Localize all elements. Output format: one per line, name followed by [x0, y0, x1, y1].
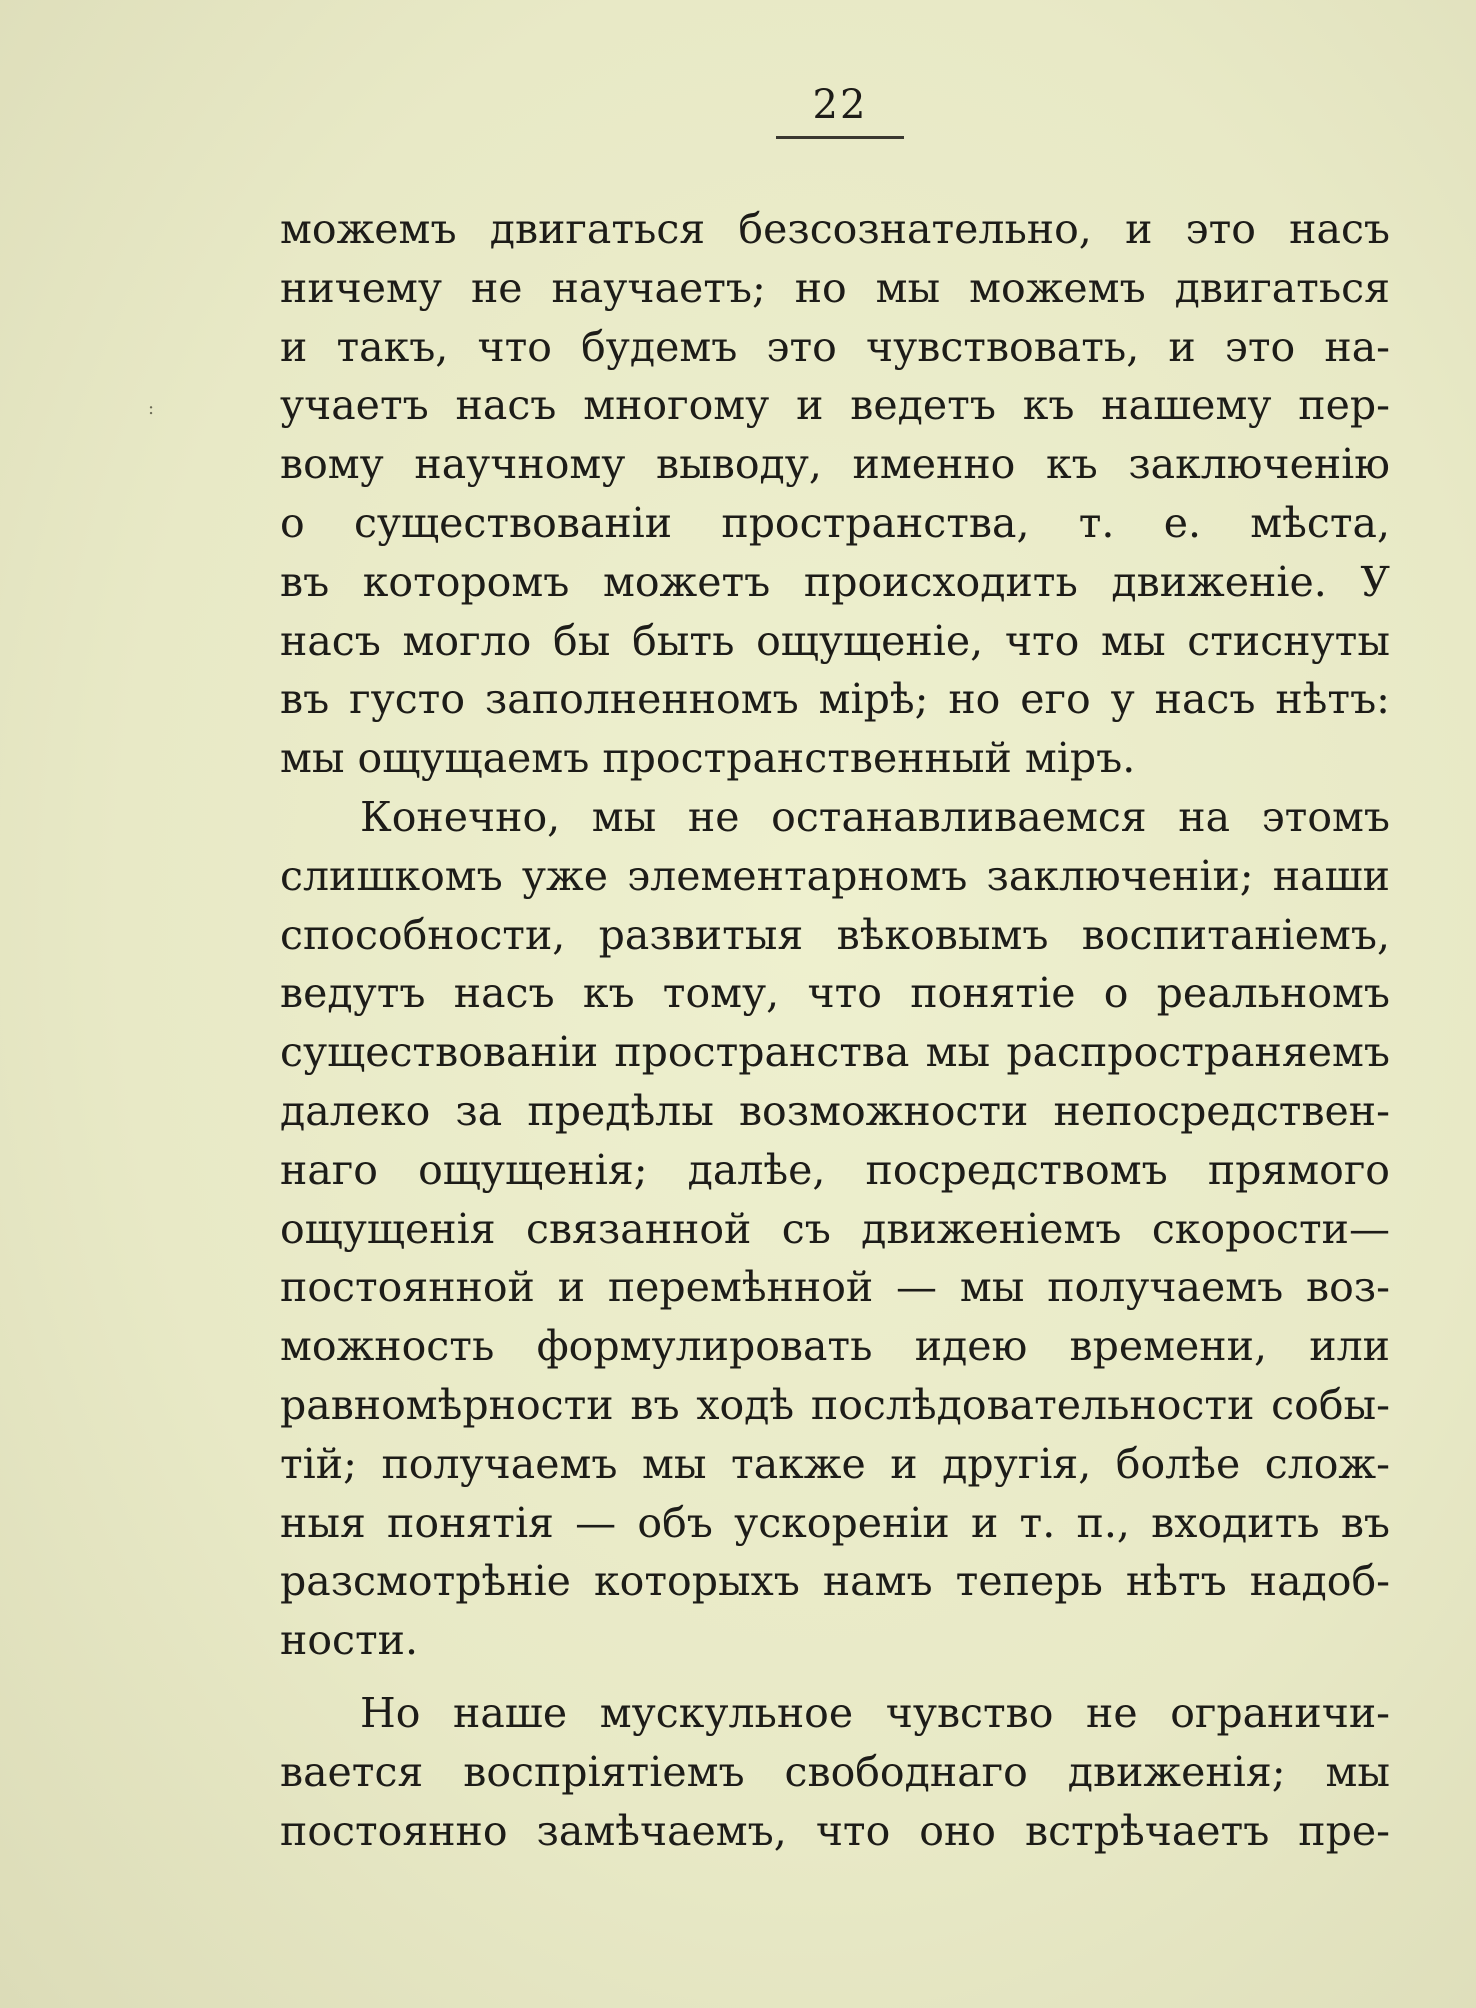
page-number-rule	[776, 136, 904, 139]
text-line: существованіи пространства мы распространяемъ	[280, 1028, 1390, 1077]
text-line: вается воспріятіемъ свободнаго движенія; мы	[280, 1747, 1390, 1796]
margin-mark: :	[148, 398, 155, 419]
text-line: Конечно, мы не останавливаемся на этомъ	[360, 792, 1390, 841]
text-line: ности.	[280, 1616, 419, 1665]
paragraph	[280, 788, 1390, 1670]
text-line: ведутъ насъ къ тому, что понятіе о реальномъ	[280, 969, 1390, 1018]
text-line: можемъ двигаться безсознательно, и это насъ	[280, 205, 1390, 253]
text-line: постоянно замѣчаемъ, что оно встрѣчаетъ пре-	[280, 1806, 1390, 1855]
text-line: ныя понятія — объ ускореніи и т. п., входить въ	[280, 1498, 1390, 1547]
text-line: наго ощущенія; далѣе, посредствомъ прямого	[280, 1145, 1390, 1194]
text-line: далеко за предѣлы возможности непосредствен-	[280, 1086, 1390, 1135]
text-line: насъ могло бы быть ощущеніе, что мы стиснуты	[280, 616, 1390, 665]
text-line: постоянной и перемѣнной — мы получаемъ воз-	[280, 1263, 1390, 1312]
text-line: разсмотрѣніе которыхъ намъ теперь нѣтъ надоб-	[280, 1557, 1390, 1606]
text-line: способности, развитыя вѣковымъ воспитаніемъ,	[280, 910, 1390, 959]
paragraph-gap	[280, 1670, 1390, 1684]
text-line: мы ощущаемъ пространственный міръ.	[280, 734, 1136, 783]
text-line: слишкомъ уже элементарномъ заключеніи; наши	[280, 851, 1390, 900]
text-line: о существованіи пространства, т. е. мѣста,	[280, 498, 1390, 547]
text-line: Но наше мускульное чувство не ограничи-	[360, 1688, 1390, 1737]
body-text	[280, 200, 1390, 1860]
text-line: въ которомъ можетъ происходить движеніе. У	[280, 557, 1390, 606]
text-line: равномѣрности въ ходѣ послѣдовательности собы-	[280, 1380, 1390, 1429]
text-line: вому научному выводу, именно къ заключенію	[280, 440, 1390, 489]
page-number: 22	[812, 82, 868, 128]
text-line: можность формулировать идею времени, или	[280, 1322, 1390, 1371]
text-line: учаетъ насъ многому и ведетъ къ нашему пер-	[280, 381, 1390, 430]
text-line: и такъ, что будемъ это чувствовать, и это на-	[280, 322, 1390, 371]
paragraph	[280, 200, 1390, 788]
text-line: ничему не научаетъ; но мы можемъ двигаться	[280, 263, 1390, 312]
text-line: въ густо заполненномъ мірѣ; но его у насъ нѣтъ:	[280, 675, 1390, 724]
text-line: тій; получаемъ мы также и другія, болѣе слож-	[280, 1439, 1390, 1488]
paragraph	[280, 1684, 1390, 1860]
text-line: ощущенія связанной съ движеніемъ скорости—	[280, 1204, 1390, 1253]
